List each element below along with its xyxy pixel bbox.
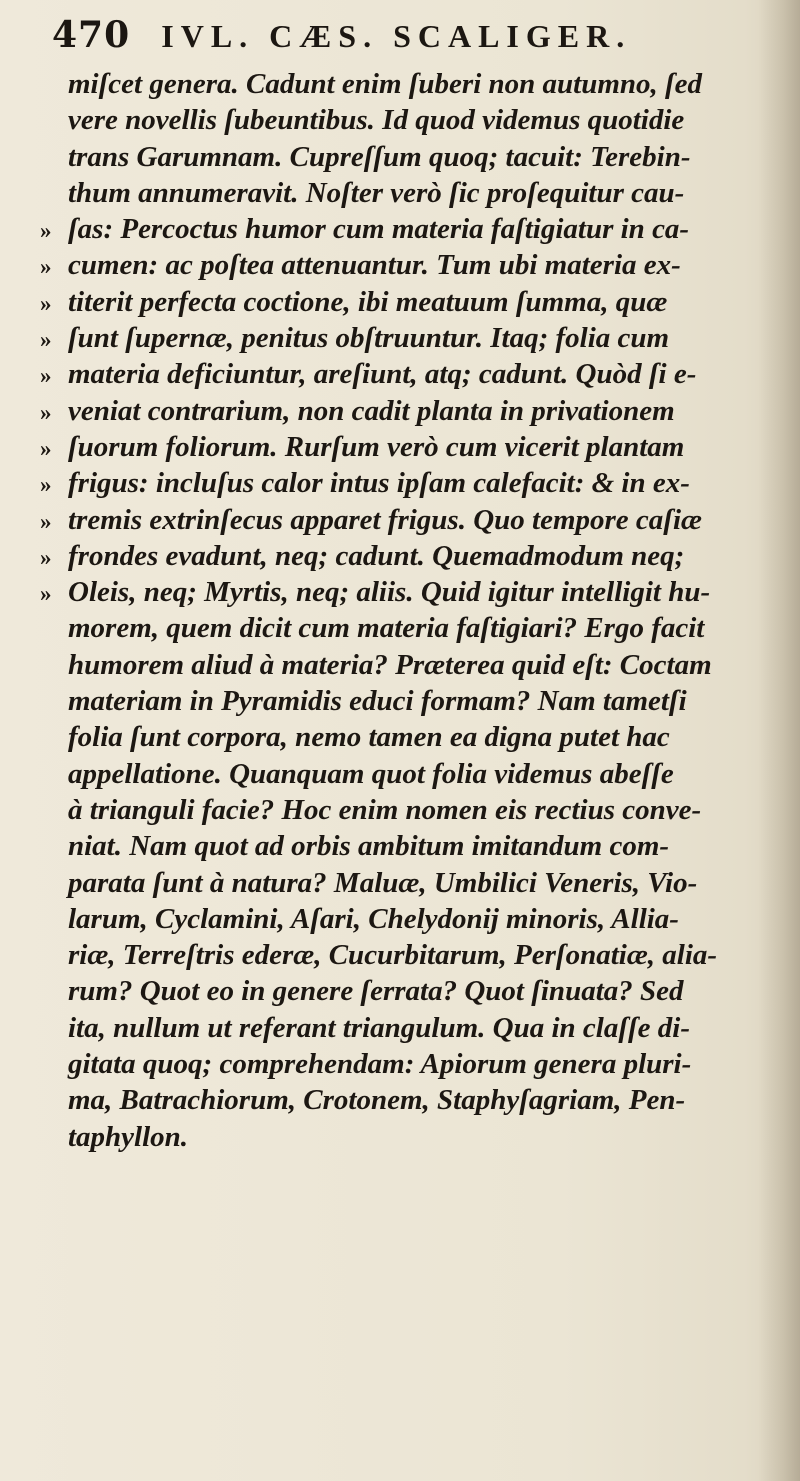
- quotation-mark: »: [40, 508, 52, 534]
- text-line: [40, 719, 775, 755]
- line-text: gitata quoq; comprehendam: Apiorum genera pluri-: [68, 1048, 692, 1081]
- quotation-mark: »: [40, 290, 52, 316]
- line-text: ſas: Percoctus humor cum materia faſtigiatur in ca-: [68, 213, 690, 246]
- running-head: IVL. CÆS. SCALIGER.: [161, 18, 632, 54]
- line-text: morem, quem dicit cum materia faſtigiari? Ergo facit: [68, 612, 705, 645]
- body-text: [40, 66, 775, 1155]
- text-line: [40, 175, 775, 211]
- line-text: larum, Cyclamini, Aſari, Chelydonij minoris, Allia-: [68, 902, 679, 935]
- text-line: [40, 356, 775, 392]
- text-line: [40, 1119, 775, 1155]
- text-line: [40, 901, 775, 937]
- text-line: [40, 574, 775, 610]
- text-line: [40, 465, 775, 501]
- line-text: rum? Quot eo in genere ſerrata? Quot ſinuata? Sed: [68, 975, 684, 1008]
- text-line: [40, 683, 775, 719]
- text-line: [40, 538, 775, 574]
- text-line: [40, 247, 775, 283]
- text-line: [40, 610, 775, 646]
- text-line: [40, 1046, 775, 1082]
- text-line: [40, 429, 775, 465]
- text-line: [40, 937, 775, 973]
- line-text: veniat contrarium, non cadit planta in privationem: [68, 394, 675, 427]
- line-text: titerit perfecta coctione, ibi meatuum ſumma, quæ: [68, 285, 668, 318]
- text-line: [40, 828, 775, 864]
- quotation-mark: »: [40, 399, 52, 425]
- line-text: cumen: ac poſtea attenuantur. Tum ubi materia ex-: [68, 249, 681, 282]
- text-line: [40, 502, 775, 538]
- text-line: [40, 973, 775, 1009]
- line-text: humorem aliud à materia? Præterea quid eſt: Coctam: [68, 648, 712, 681]
- text-line: [40, 393, 775, 429]
- line-text: ſuorum foliorum. Rurſum verò cum vicerit plantam: [68, 430, 685, 463]
- line-text: à trianguli facie? Hoc enim nomen eis rectius conve-: [68, 793, 702, 826]
- line-text: parata ſunt à natura? Maluæ, Umbilici Veneris, Vio-: [68, 866, 698, 899]
- quotation-mark: »: [40, 435, 52, 461]
- text-line: [40, 865, 775, 901]
- line-text: ma, Batrachiorum, Crotonem, Staphyſagriam, Pen-: [68, 1084, 686, 1117]
- quotation-mark: »: [40, 327, 52, 353]
- line-text: thum annumeravit. Noſter verò ſic proſequitur cau-: [68, 176, 685, 209]
- text-line: [40, 792, 775, 828]
- line-text: frondes evadunt, neq; cadunt. Quemadmodum neq;: [68, 539, 685, 572]
- quotation-mark: »: [40, 544, 52, 570]
- quotation-mark: »: [40, 472, 52, 498]
- text-line: [40, 1010, 775, 1046]
- line-text: vere novellis ſubeuntibus. Id quod videmus quotidie: [68, 104, 685, 137]
- text-line: [40, 320, 775, 356]
- text-line: [40, 139, 775, 175]
- line-text: folia ſunt corpora, nemo tamen ea digna putet hac: [68, 721, 670, 754]
- text-line: [40, 756, 775, 792]
- text-line: [40, 66, 775, 102]
- line-text: ſunt ſupernæ, penitus obſtruuntur. Itaq; folia cum: [68, 322, 670, 355]
- text-line: [40, 1082, 775, 1118]
- page-number: 470: [52, 14, 131, 56]
- text-line: [40, 284, 775, 320]
- text-line: [40, 102, 775, 138]
- line-text: materiam in Pyramidis educi formam? Nam tametſi: [68, 685, 687, 718]
- line-text: ita, nullum ut referant triangulum. Qua in claſſe di-: [68, 1011, 690, 1044]
- line-text: riæ, Terreſtris ederæ, Cucurbitarum, Perſonatiæ, alia-: [68, 939, 718, 972]
- line-text: taphyllon.: [68, 1120, 189, 1153]
- line-text: tremis extrinſecus apparet frigus. Quo tempore caſiæ: [68, 503, 702, 536]
- line-text: materia deficiuntur, areſiunt, atq; cadunt. Quòd ſi e-: [68, 358, 697, 391]
- line-text: miſcet genera. Cadunt enim ſuberi non autumno, ſed: [68, 68, 703, 100]
- quotation-mark: »: [40, 218, 52, 244]
- text-line: [40, 647, 775, 683]
- text-line: [40, 211, 775, 247]
- quotation-mark: »: [40, 363, 52, 389]
- page-header: [52, 14, 752, 66]
- line-text: Oleis, neq; Myrtis, neq; aliis. Quid igitur intelligit hu-: [68, 576, 711, 609]
- line-text: niat. Nam quot ad orbis ambitum imitandum com-: [68, 830, 670, 863]
- quotation-mark: »: [40, 581, 52, 607]
- quotation-mark: »: [40, 254, 52, 280]
- line-text: trans Garumnam. Cupreſſum quoq; tacuit: Terebin-: [68, 140, 691, 173]
- line-text: appellatione. Quanquam quot folia videmus abeſſe: [68, 757, 674, 790]
- line-text: frigus: incluſus calor intus ipſam calefacit: & in ex-: [68, 467, 690, 500]
